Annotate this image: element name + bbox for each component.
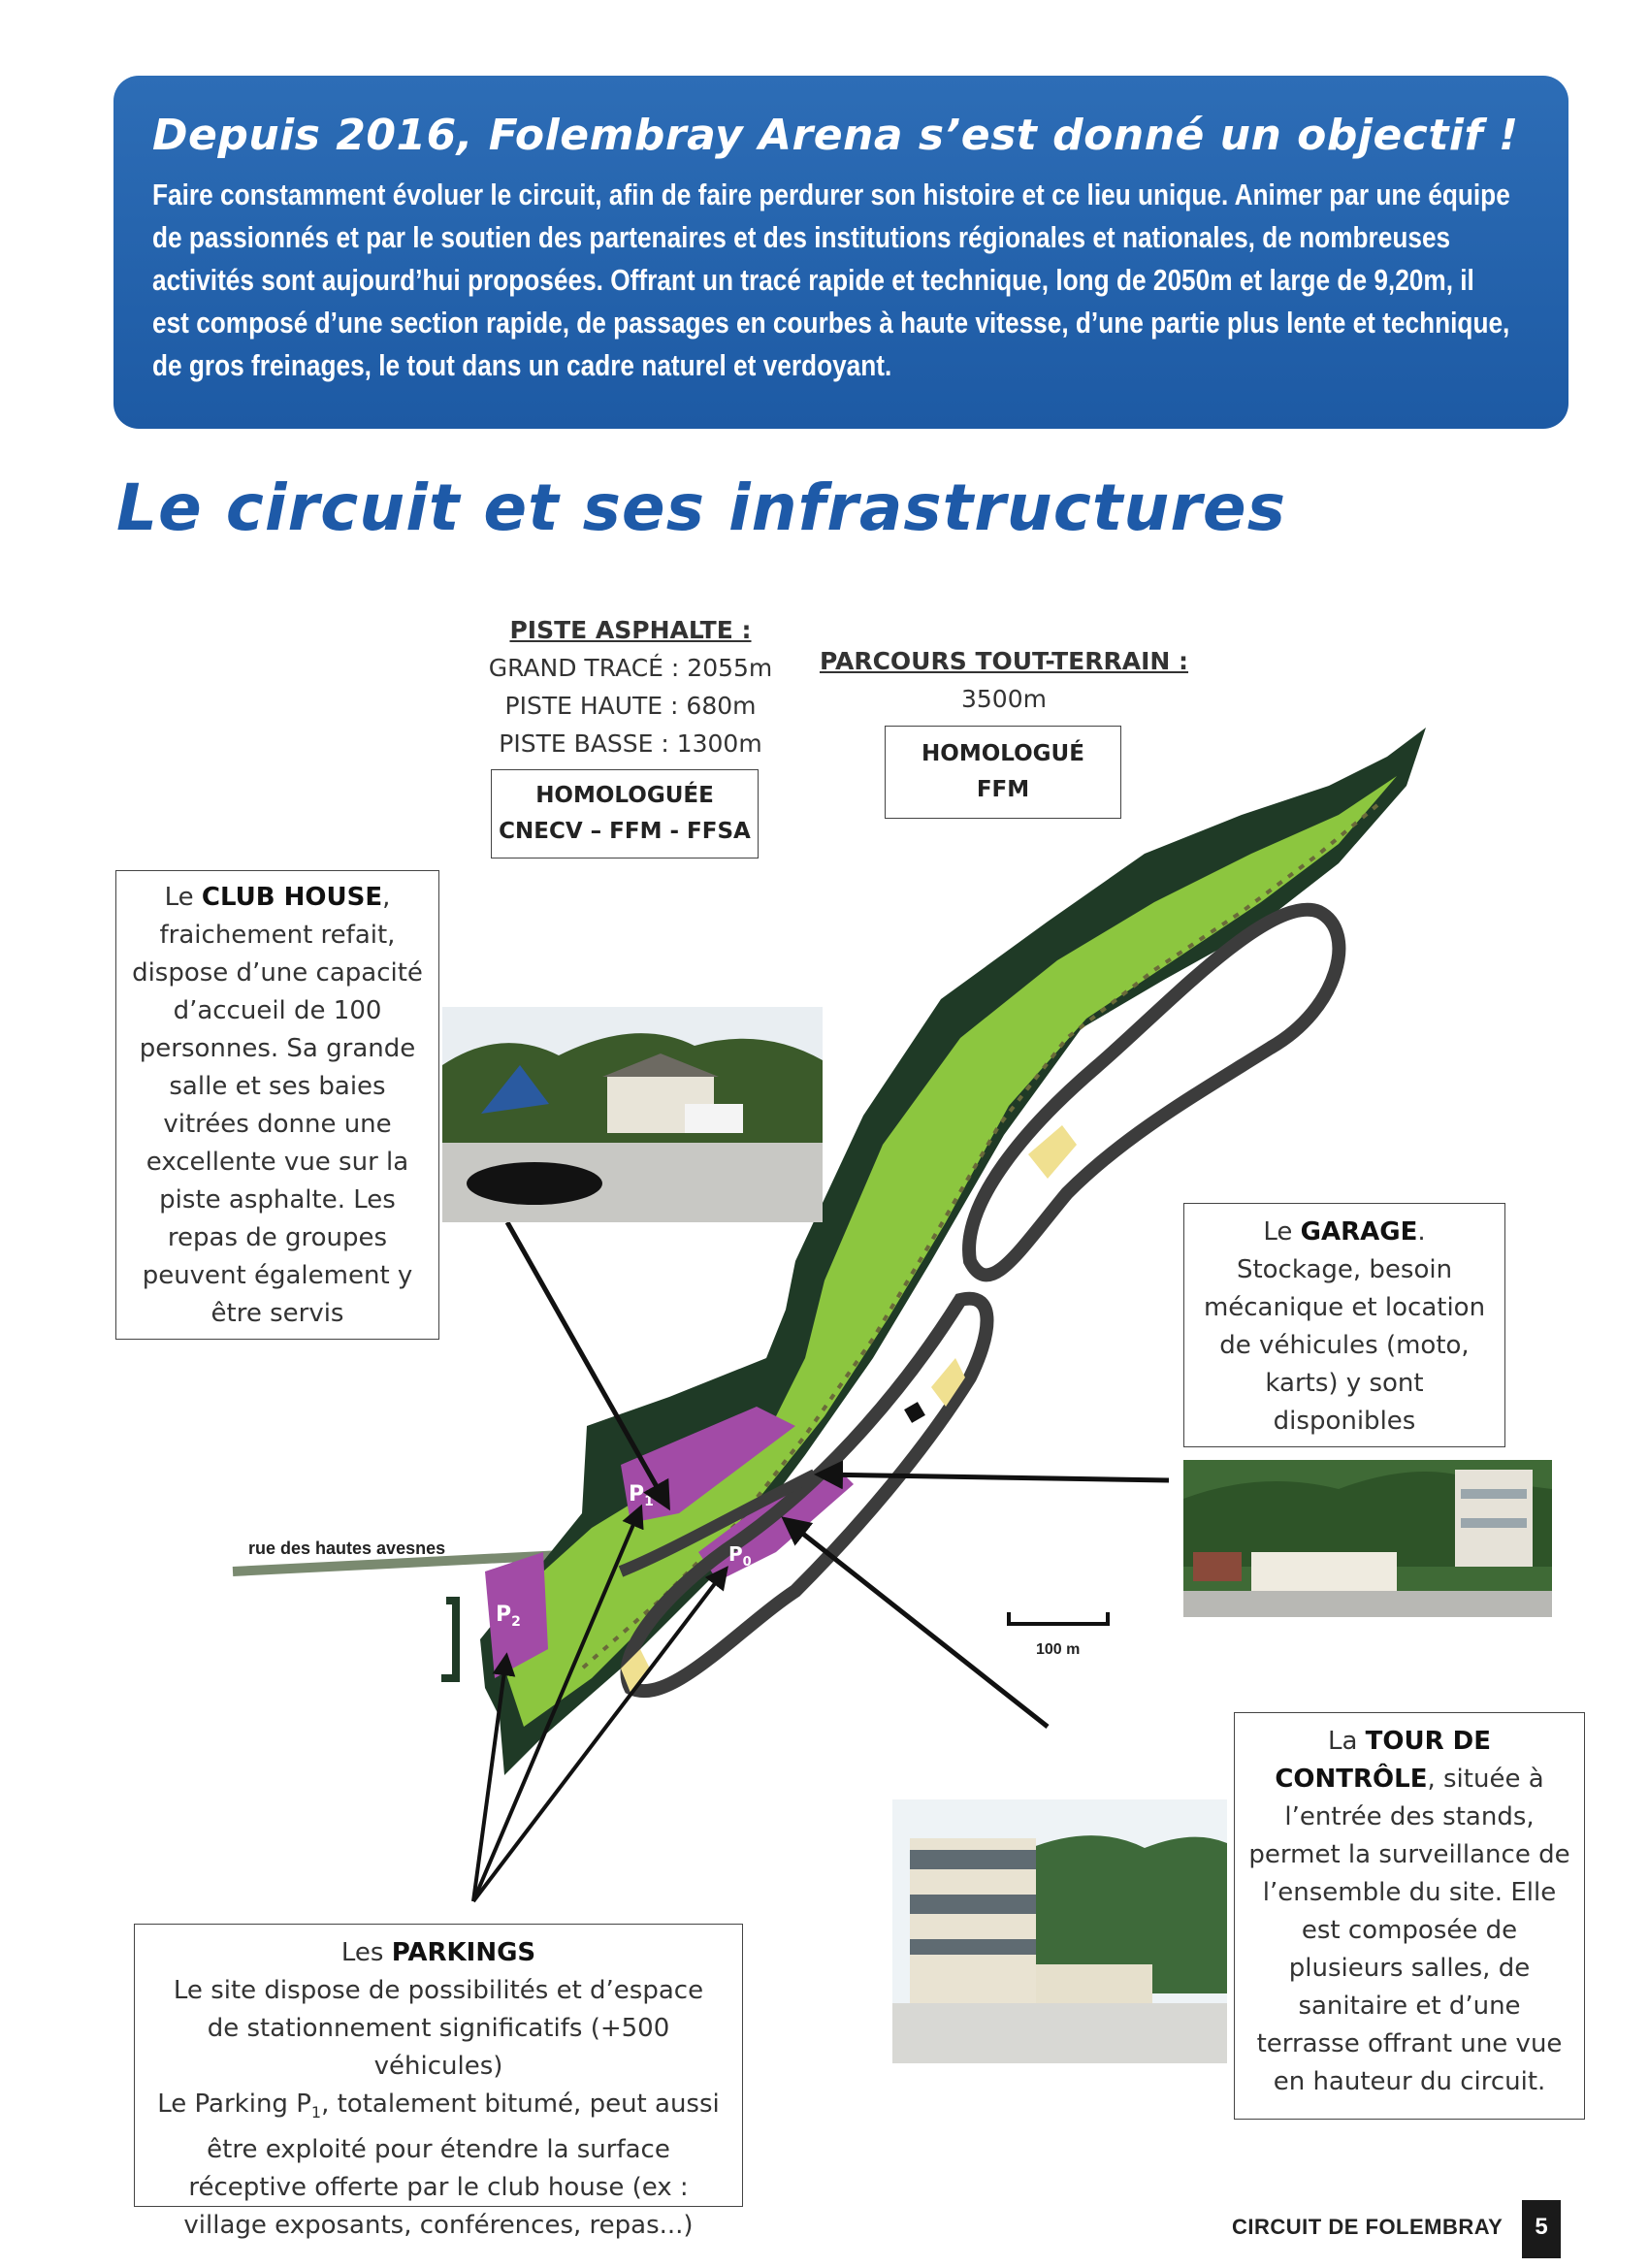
road-label: rue des hautes avesnes	[248, 1539, 446, 1558]
section-title: Le circuit et ses infrastructures	[116, 470, 1286, 545]
banner-title: Depuis 2016, Folembray Arena s’est donné un objectif !	[152, 111, 1519, 160]
club-house-title: CLUB HOUSE	[201, 883, 383, 912]
parkings-line2b: , totalement bitumé, peut aussi être exploité pour étendre la surface réceptive offerte par le club house (ex : village exposants, conférences, repas...)	[183, 2090, 720, 2241]
banner-text: Faire constamment évoluer le circuit, afin de faire perdurer son histoire et ce lieu unique. Animer par une équipe de passionnés et par le soutien des partenaires et des institutions régionales et nationales, de nombreuses activités sont aujourd’hui proposées. Offrant un tracé rapide et technique, long de 2050m et large de 9,20m, il est composé d’une section rapide, de passages en courbes à haute vitesse, d’une partie plus lente et technique, de gros freinages, le tout dans un cadre naturel et verdoyant.	[152, 178, 1510, 382]
parking-p1-label: $P_1$	[629, 1482, 654, 1509]
footer-label: CIRCUIT DE FOLEMBRAY	[1232, 2215, 1504, 2239]
arrow-garage	[820, 1474, 1169, 1480]
parcours-homologation-line2: FFM	[976, 777, 1030, 802]
club-house-prefix: Le	[164, 883, 202, 912]
tour-title: TOUR DE CONTRÔLE	[1275, 1727, 1492, 1794]
garage-photo	[1183, 1460, 1552, 1617]
piste-haute: PISTE HAUTE : 680m	[504, 692, 757, 720]
piste-heading: PISTE ASPHALTE :	[509, 616, 752, 644]
parkings-line2a: Le Parking P	[157, 2090, 311, 2119]
scale-bar	[1009, 1612, 1108, 1624]
parcours-heading: PARCOURS TOUT-TERRAIN :	[819, 647, 1189, 675]
garage-text: . Stockage, besoin mécanique et location de véhicules (moto, karts) y sont disponibles	[1203, 1217, 1486, 1436]
club-house-text: , fraichement refait, dispose d’une capacité d’accueil de 100 personnes. Sa grande salle et ses baies vitrées donne une excellente vue sur la piste asphalte. Les repas de groupes peuvent également y être servis	[132, 883, 423, 1328]
garage-title: GARAGE	[1300, 1217, 1418, 1247]
tour-controle-photo	[892, 1799, 1227, 2063]
parkings-line1: Le site dispose de possibilités et d’espace de stationnement significatifs (+500 véhicules)	[173, 1976, 704, 2081]
parkings-box	[134, 1924, 743, 2241]
tour-controle-box	[1234, 1712, 1585, 2120]
tour-text: , située à l’entrée des stands, permet la surveillance de l’ensemble du site. Elle est composée de plusieurs salles, de sanitaire et d’une terrasse offrant une vue en hauteur du circuit.	[1248, 1765, 1570, 2096]
club-house-photo	[442, 1007, 823, 1222]
garage-box	[1183, 1203, 1505, 1447]
piste-basse: PISTE BASSE : 1300m	[499, 729, 762, 758]
road-branch	[441, 1601, 456, 1678]
garage-marker	[904, 1402, 925, 1423]
parkings-prefix: Les	[340, 1938, 392, 1967]
parkings-title: PARKINGS	[391, 1938, 536, 1967]
parkings-line2-sub: 1	[310, 2103, 322, 2122]
piste-homologation-line1: HOMOLOGUÉE	[535, 783, 714, 808]
garage-prefix: Le	[1263, 1217, 1301, 1247]
scale-label: 100 m	[1036, 1641, 1081, 1658]
parcours-length: 3500m	[961, 685, 1047, 713]
club-house-box	[115, 870, 439, 1340]
tour-prefix: La	[1327, 1727, 1366, 1756]
parking-p0-label: $P_0$	[728, 1542, 752, 1570]
piste-grand-trace: GRAND TRACÉ : 2055m	[488, 654, 773, 682]
parcours-homologation-line1: HOMOLOGUÉ	[922, 741, 1084, 766]
page-number: 5	[1522, 2200, 1561, 2258]
parking-p2-label: $P_2$	[496, 1603, 521, 1630]
piste-homologation-line2: CNECV – FFM - FFSA	[499, 819, 751, 844]
